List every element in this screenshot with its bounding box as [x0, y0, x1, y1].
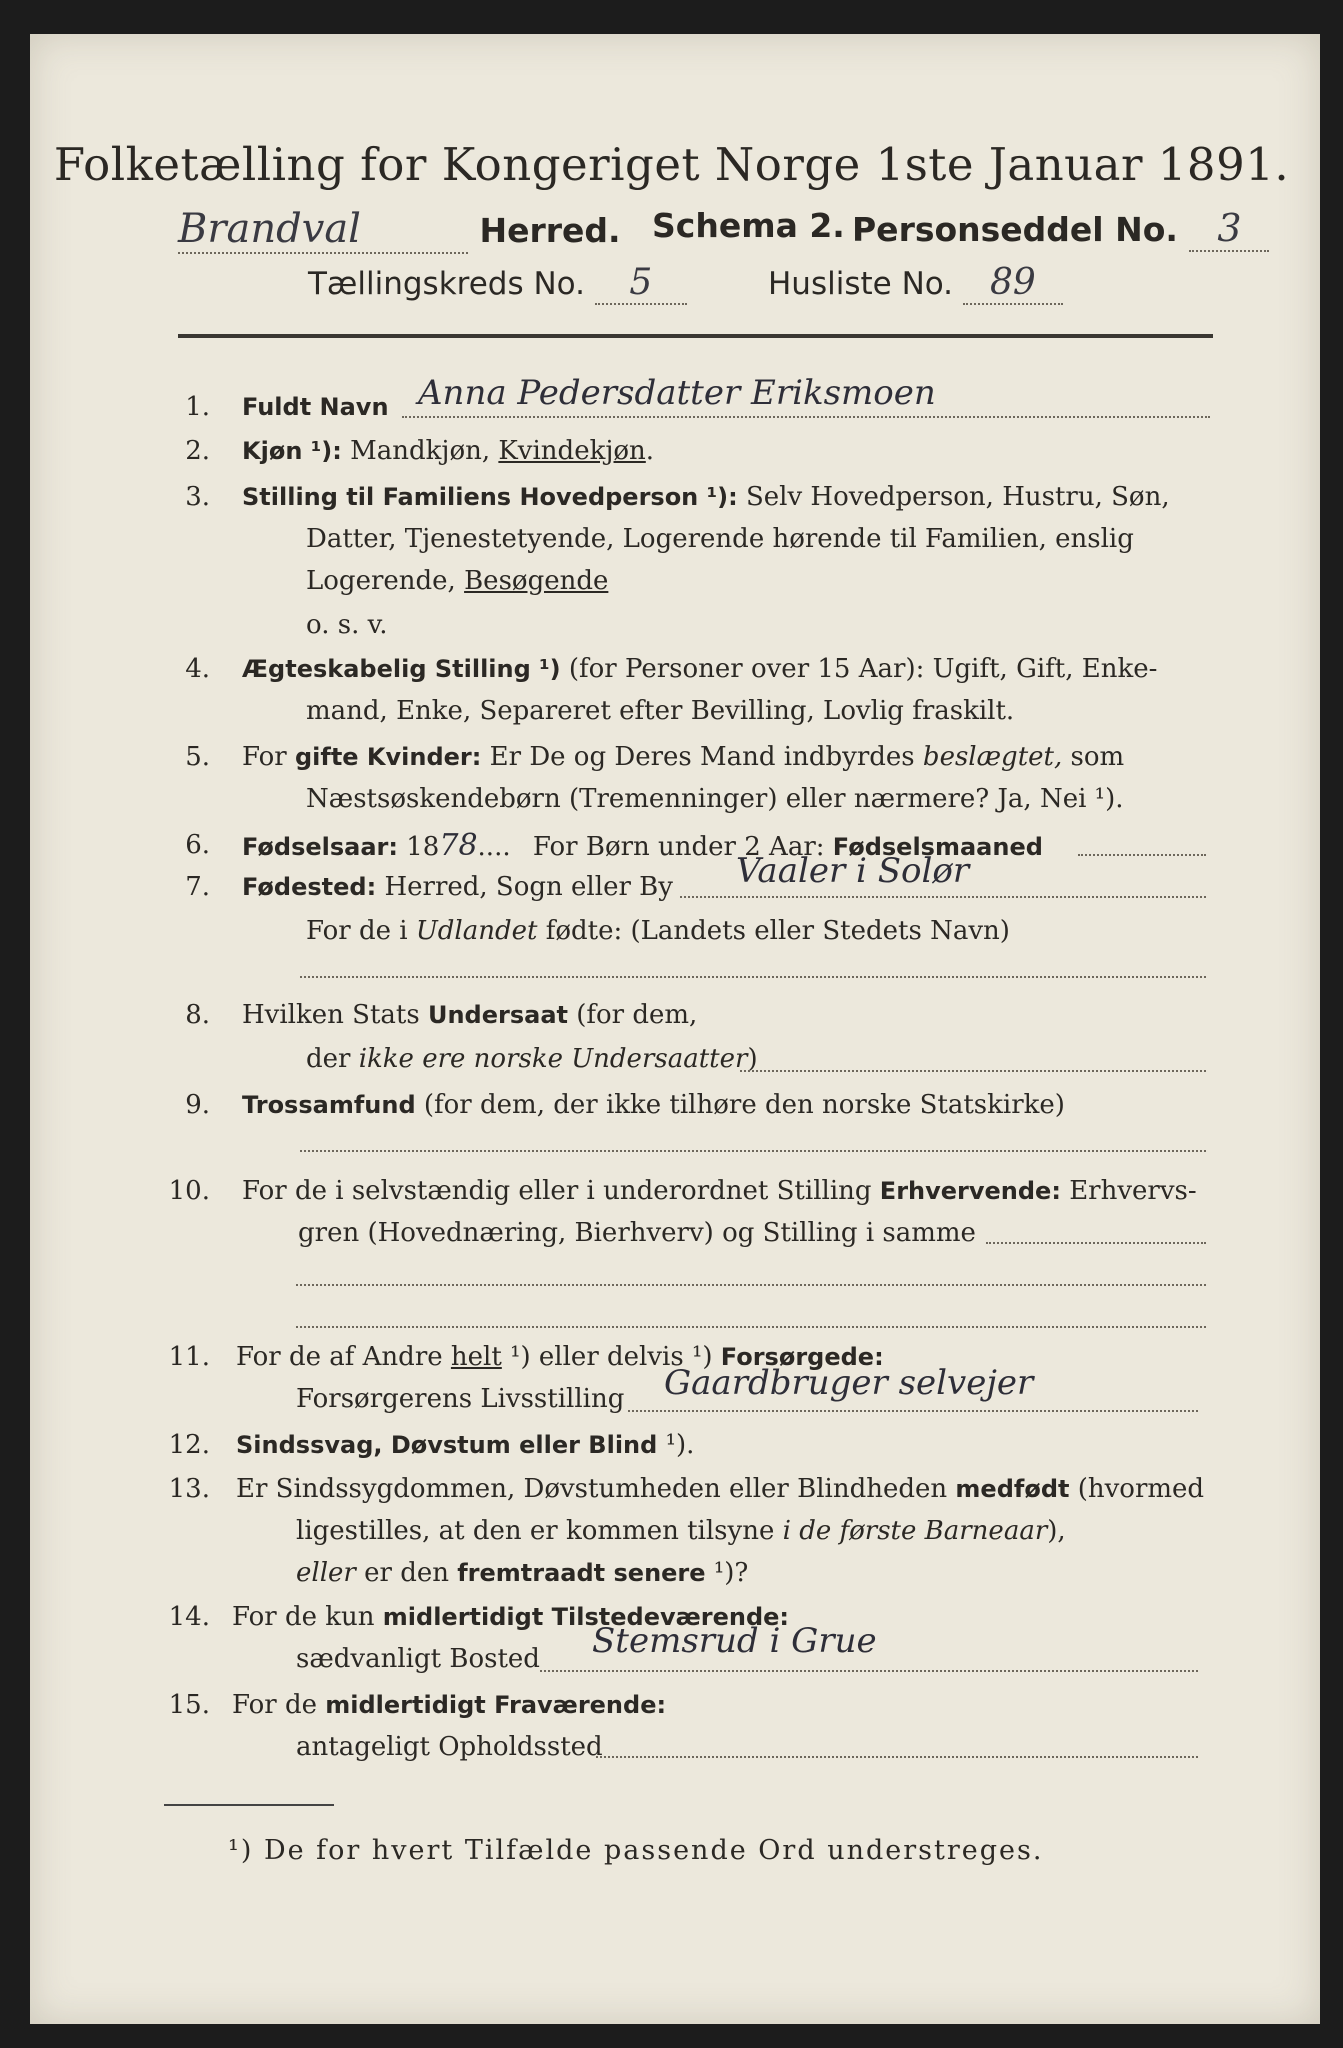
item-number: 2. — [185, 436, 210, 466]
item-forsorgede: For de af Andre helt ¹) eller delvis ¹) Forsørgede: — [236, 1342, 884, 1372]
selected-besogende: Besøgende — [464, 566, 609, 596]
provider-value: Gaardbruger selvejer — [664, 1363, 1034, 1403]
birthplace-value: Vaaler i Solør — [736, 851, 970, 891]
husliste-label: Husliste No. — [768, 266, 954, 302]
taellingskreds-label: Tællingskreds No. — [308, 266, 585, 302]
item-medfodt-line3: eller er den fremtraadt senere ¹)? — [296, 1558, 749, 1588]
item-trossamfund: Trossamfund (for dem, der ikke tilhøre den norske Statskirke) — [242, 1090, 1065, 1120]
item-erhverv-line2: gren (Hovednæring, Bierhverv) og Stilling i samme — [298, 1218, 976, 1248]
taellingskreds-line — [308, 262, 687, 305]
husliste-value: 89 — [963, 262, 1063, 305]
item-number: 13. — [168, 1474, 210, 1504]
item-fodselsaar: Fødselsaar: 1878.... For Børn under 2 Aar: Fødselsmaaned — [242, 828, 1043, 863]
fill-line — [540, 1670, 1198, 1672]
item-medfodt-line2: ligestilles, at den er kommen tilsyne i de første Barneaar), — [296, 1516, 1066, 1546]
item-forsorgede-line2: Forsørgerens Livsstilling — [296, 1384, 625, 1414]
item-number: 5. — [185, 742, 210, 772]
item-fravaerende: For de midlertidigt Fraværende: — [232, 1690, 667, 1720]
form-title: Folketælling for Kongeriget Norge 1ste Januar 1891. — [53, 138, 1290, 191]
personseddel-line — [852, 206, 1269, 252]
item-number: 10. — [168, 1176, 210, 1206]
husliste-line — [768, 262, 1063, 305]
usual-residence-value: Stemsrud i Grue — [592, 1621, 877, 1661]
item-number: 7. — [185, 872, 210, 902]
item-aegteskabelig: Ægteskabelig Stilling ¹) (for Personer over 15 Aar): Ugift, Gift, Enke- — [242, 654, 1158, 684]
item-sindssvag: Sindssvag, Døvstum eller Blind ¹). — [236, 1430, 695, 1460]
footnote-rule — [164, 1804, 334, 1806]
item-number: 4. — [185, 654, 210, 684]
item-stilling-osv: o. s. v. — [306, 610, 388, 640]
item-stilling: Stilling til Familiens Hovedperson ¹): Selv Hovedperson, Hustru, Søn, — [242, 482, 1170, 512]
item-number: 12. — [168, 1430, 210, 1460]
item-number: 1. — [185, 392, 210, 422]
fill-line — [680, 896, 1206, 898]
item-gifte-kvinder: For gifte Kvinder: Er De og Deres Mand indbyrdes beslægtet, som — [242, 742, 1125, 772]
item-number: 6. — [185, 830, 210, 860]
fill-line — [296, 1284, 1206, 1286]
item-medfodt: Er Sindssygdommen, Døvstumheden eller Blindheden medfødt (hvormed — [236, 1474, 1205, 1504]
item-stilling-line2: Datter, Tjenestetyende, Logerende hørende til Familien, enslig — [306, 524, 1134, 554]
birth-year-value: 78 — [439, 828, 478, 863]
item-aegteskabelig-line2: mand, Enke, Separeret efter Bevilling, Lovlig fraskilt. — [306, 696, 1015, 726]
item-number: 9. — [185, 1090, 210, 1120]
herred-label: Herred. — [479, 211, 621, 250]
schema-label: Schema 2. — [652, 206, 845, 245]
herred-value: Brandval — [178, 206, 468, 254]
item-erhverv: For de i selvstændig eller i underordnet Stilling Erhvervende: Erhvervs- — [242, 1176, 1197, 1206]
item-stilling-line3: Logerende, Besøgende — [306, 566, 609, 596]
name-value: Anna Pedersdatter Eriksmoen — [418, 373, 936, 413]
item-number: 11. — [168, 1342, 210, 1372]
fill-line — [1078, 854, 1206, 856]
header-rule — [178, 334, 1213, 338]
footnote: ¹) De for hvert Tilfælde passende Ord understreges. — [228, 1835, 1044, 1866]
fill-line — [300, 1150, 1206, 1152]
taellingskreds-value: 5 — [595, 262, 687, 305]
item-tilstedevaerende: For de kun midlertidigt Tilstedeværende: — [232, 1602, 790, 1632]
item-fuldt-navn: Fuldt Navn — [242, 393, 389, 421]
item-kjon: Kjøn ¹): Mandkjøn, Kvindekjøn. — [242, 436, 655, 466]
fill-line — [628, 1410, 1198, 1412]
item-number: 8. — [185, 1000, 210, 1030]
item-stats-undersaat: Hvilken Stats Undersaat (for dem, — [242, 1000, 698, 1030]
fill-line — [596, 1756, 1198, 1758]
selected-kvindekjon: Kvindekjøn — [498, 436, 646, 466]
item-number: 14. — [168, 1602, 210, 1632]
item-number: 3. — [185, 482, 210, 512]
fill-line — [402, 416, 1210, 418]
herred-line — [178, 206, 621, 254]
item-fravaerende-line2: antageligt Opholdssted — [296, 1732, 603, 1762]
item-gifte-kvinder-line2: Næstsøskendebørn (Tremenninger) eller nærmere? Ja, Nei ¹). — [306, 784, 1124, 814]
selected-helt: helt — [450, 1342, 502, 1372]
fill-line — [296, 1326, 1206, 1328]
fill-line — [300, 976, 1206, 978]
fill-line — [986, 1242, 1206, 1244]
item-fodested: Fødested: Herred, Sogn eller By — [242, 872, 673, 902]
item-fodested-udland: For de i Udlandet fødte: (Landets eller Stedets Navn) — [306, 916, 1010, 946]
fill-line — [740, 1070, 1206, 1072]
personseddel-label: Personseddel No. — [852, 210, 1178, 249]
item-number: 15. — [168, 1690, 210, 1720]
item-stats-undersaat-line2: der ikke ere norske Undersaatter) — [306, 1044, 758, 1074]
item-tilstedevaerende-line2: sædvanligt Bosted — [296, 1644, 540, 1674]
personseddel-value: 3 — [1189, 206, 1269, 252]
